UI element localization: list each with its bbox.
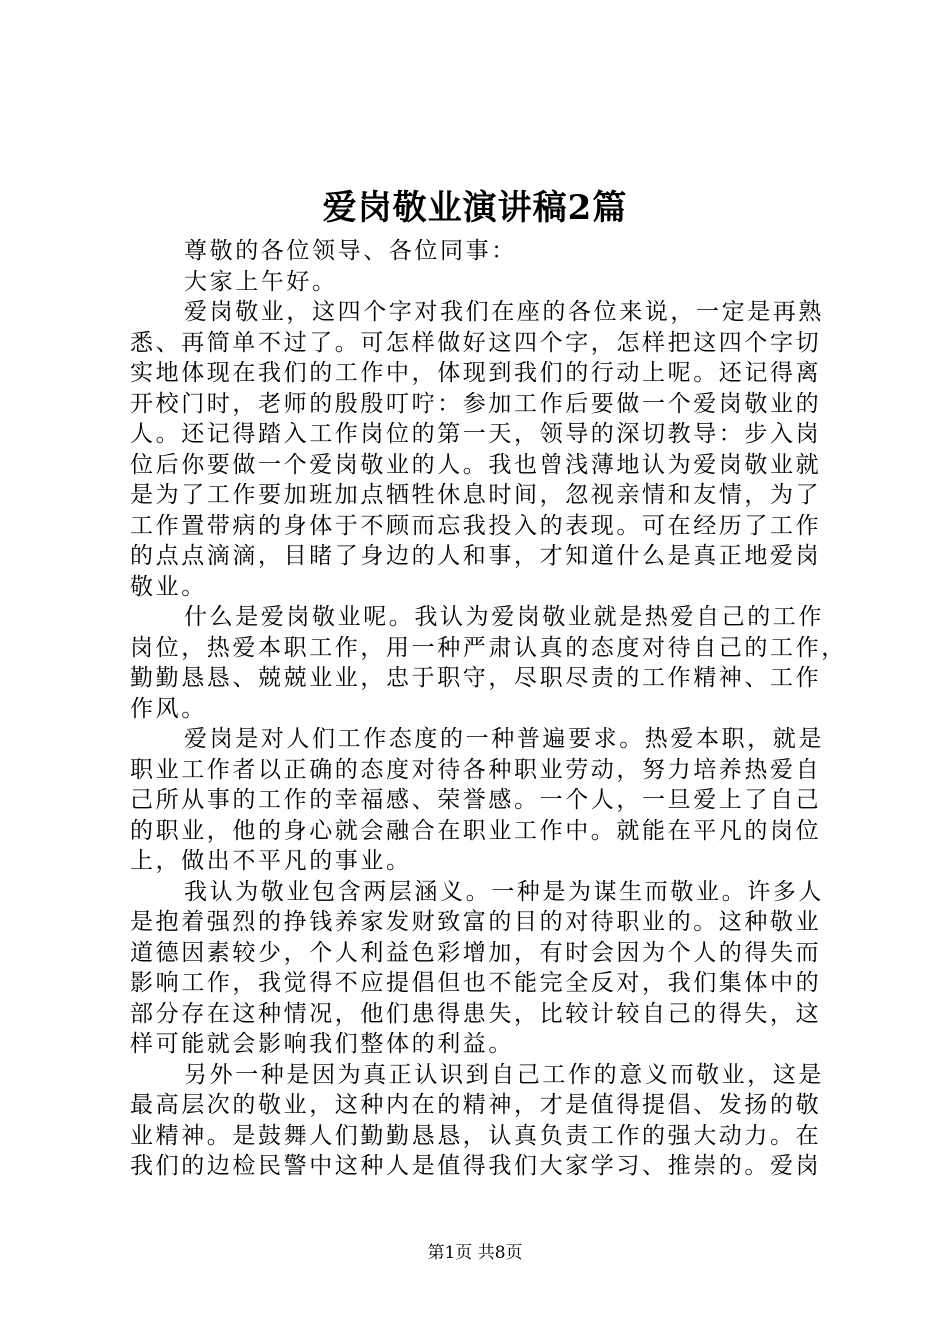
page-footer: 第1页 共8页 (427, 1243, 523, 1263)
body-line: 上，做出不平凡的事业。 (130, 848, 412, 874)
body-line: 开校门时，老师的殷殷叮咛：参加工作后要做一个爱岗敬业的 (130, 390, 822, 417)
body-line: 人。还记得踏入工作岗位的第一天，领导的深切教导：步入岗 (130, 421, 822, 447)
body-line: 是抱着强烈的挣钱养家发财致富的目的对待职业的。这种敬业 (130, 909, 822, 935)
body-line: 另外一种是因为真正认识到自己工作的意义而敬业，这是 (184, 1061, 824, 1088)
body-line: 的点点滴滴，目睹了身边的人和事，才知道什么是真正地爱岗 (130, 543, 822, 569)
body-line: 什么是爱岗敬业呢。我认为爱岗敬业就是热爱自己的工作 (184, 604, 824, 630)
body-line: 大家上午好。 (184, 268, 338, 295)
body-line: 样可能就会影响我们整体的利益。 (130, 1031, 514, 1057)
body-line: 己所从事的工作的幸福感、荣誉感。一个人，一旦爱上了自己 (130, 787, 822, 813)
body-line: 是为了工作要加班加点牺牲休息时间，忽视亲情和友情，为了 (130, 482, 822, 508)
body-line: 最高层次的敬业，这种内在的精神，才是值得提倡、发扬的敬 (130, 1092, 822, 1118)
body-line: 爱岗敬业，这四个字对我们在座的各位来说，一定是再熟 (184, 299, 824, 325)
document-body (130, 236, 847, 1182)
body-line: 实地体现在我们的工作中，体现到我们的行动上呢。还记得离 (130, 360, 822, 386)
body-line: 工作置带病的身体于不顾而忘我投入的表现。可在经历了工作 (130, 512, 822, 539)
body-line: 职业工作者以正确的态度对待各种职业劳动，努力培养热爱自 (130, 756, 822, 783)
body-line: 敬业。 (130, 573, 207, 600)
body-line: 爱岗是对人们工作态度的一种普遍要求。热爱本职，就是 (184, 726, 824, 752)
body-line: 业精神。是鼓舞人们勤勤恳恳，认真负责工作的强大动力。在 (130, 1122, 822, 1149)
body-line: 影响工作，我觉得不应提倡但也不能完全反对，我们集体中的 (130, 970, 822, 996)
body-line: 道德因素较少，个人利益色彩增加，有时会因为个人的得失而 (130, 939, 822, 966)
body-line: 尊敬的各位领导、各位同事： (184, 238, 517, 264)
body-line: 我们的边检民警中这种人是值得我们大家学习、推崇的。爱岗 (130, 1153, 822, 1179)
body-line: 岗位，热爱本职工作，用一种严肃认真的态度对待自己的工作， (130, 634, 847, 661)
document-title: 爱岗敬业演讲稿2篇 (322, 188, 628, 228)
body-line: 部分存在这种情况，他们患得患失，比较计较自己的得失，这 (130, 1000, 822, 1027)
body-line: 的职业，他的身心就会融合在职业工作中。就能在平凡的岗位 (130, 817, 822, 844)
body-line: 我认为敬业包含两层涵义。一种是为谋生而敬业。许多人 (184, 878, 824, 905)
body-line: 勤勤恳恳、兢兢业业，忠于职守，尽职尽责的工作精神、工作 (130, 665, 822, 691)
body-line: 作风。 (130, 695, 207, 722)
body-line: 位后你要做一个爱岗敬业的人。我也曾浅薄地认为爱岗敬业就 (130, 451, 822, 478)
body-line: 悉、再简单不过了。可怎样做好这四个字，怎样把这四个字切 (130, 329, 822, 356)
